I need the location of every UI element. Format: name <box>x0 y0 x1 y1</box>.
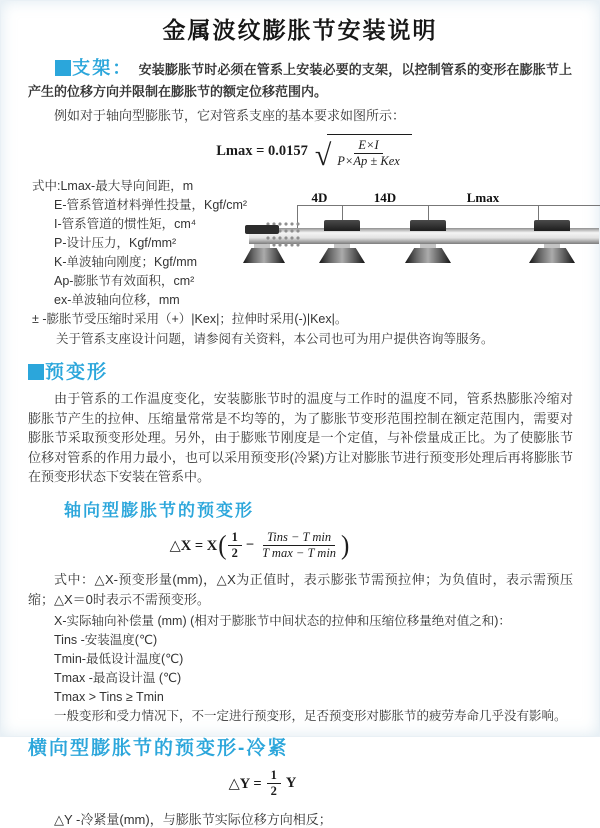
guide-support <box>324 220 360 231</box>
list-item: Tins -安装温度(℃) <box>54 632 158 647</box>
section-marker-icon <box>28 364 44 380</box>
support-section-heading: 支架： <box>72 58 133 78</box>
support-note: 关于管系支座设计问题，请参阅有关资料，本公司也可为用户提供咨询等服务。 <box>56 332 494 346</box>
guide-base <box>319 248 365 263</box>
lmax-formula-lhs: Lmax = 0.0157 <box>216 142 308 159</box>
list-item: Tmax > Tins ≥ Tmin <box>54 689 164 704</box>
definition-item: I-管系管道的惯性矩，cm⁴ <box>54 217 197 231</box>
axial-variable-list <box>54 612 572 726</box>
support-section-intro <box>28 57 572 103</box>
lmax-formula-numerator: E×I <box>354 138 382 154</box>
dimension-label-lmax: Lmax <box>466 190 500 205</box>
lateral-formula-lhs: △Y = <box>228 775 262 792</box>
support-diagram <box>245 192 600 276</box>
lateral-note: △Y -冷紧量(mm)，与膨胀节实际位移方向相反； <box>54 811 332 827</box>
lateral-formula-rhs: Y <box>285 775 297 791</box>
list-item: Tmin-最低设计温度(℃) <box>54 651 184 666</box>
list-item: 一般变形和受力情况下，不一定进行预变形，足否预变形对膨胀节的疲劳寿命几乎没有影响。 <box>54 708 567 723</box>
axial-formula-numerator: Tins − T min <box>263 530 335 546</box>
lateral-subheading: 横向型膨胀节的预变形-冷紧 <box>28 737 289 759</box>
dimension-label-14d: 14D <box>373 190 397 205</box>
definition-item: K-单波轴向刚度；Kgf/mm <box>54 255 198 269</box>
predeform-section-heading: 预变形 <box>28 357 600 384</box>
page-title: 金属波纹膨胀节安装说明 <box>162 17 438 43</box>
guide-base <box>405 248 451 263</box>
guide-base <box>529 248 575 263</box>
list-item: Tmax -最高设计温 (℃) <box>54 670 182 685</box>
list-item: X-实际轴向补偿量 (mm) (相对于膨胀节中间状态的拉伸和压缩位移量绝对值之和)： <box>54 613 511 628</box>
lmax-formula <box>0 131 600 171</box>
guide-support <box>410 220 446 231</box>
axial-formula-lhs: △X = X <box>169 537 218 554</box>
predeform-body: 由于管系的工作温度变化，安装膨胀节时的温度与工作时的温度不同，管系热膨胀冷缩对膨胀节产生的拉伸、压缩量常常是不均等的，为了膨胀节变形范围控制在额定范围内，需要对膨胀节采取预变形处理。另外，由于膨账节刚度是一个定值，与补偿量成正比。为了使膨胀节位移对管系的作用力最小，也可以采用预变形(冷紧)方让对膨胀节进行预变形处理后再将膨胀节在预变形状态下安装在管系中。 <box>28 391 573 484</box>
definition-item: Ap-膨胀节有效面积，cm² <box>54 274 195 288</box>
axial-explain: 式中：△X-预变形量(mm)，△X为正值时，表示膨张节需预拉伸；为负值时，表示需预压缩；△X＝0时表示不需预变形。 <box>28 571 573 607</box>
definition-item: ± -膨胀节受压缩时采用（+）|Kex|；拉伸时采用(-)|Kex|。 <box>32 312 348 326</box>
anchor-support <box>245 225 279 234</box>
definition-item: P-设计压力，Kgf/mm² <box>54 236 177 250</box>
axial-subheading: 轴向型膨胀节的预变形 <box>64 500 254 520</box>
definition-item: E-管系管道材料弹性投量，Kgf/cm² <box>54 198 248 212</box>
support-example-line: 例如对于轴向型膨胀节，它对管系支座的基本要求如图所示： <box>54 108 406 123</box>
lateral-formula: △Y = $\frac{1}{2}$ Y <box>228 768 297 798</box>
definition-item: 式中:Lmax-最大导向间距，m <box>32 179 194 193</box>
lmax-formula-denominator: P×Ap ± Kex <box>337 153 400 168</box>
axial-formula-denominator: T max − T min <box>262 546 337 560</box>
sqrt-radical: √ $\frac{E\times I}{\text{P×Ap ± Kex}}$ <box>315 134 412 169</box>
dimension-label-4d: 4D <box>311 190 328 205</box>
section-marker-icon <box>55 60 71 76</box>
axial-formula: △X = X ( $\frac{1}{2}$ − $\frac{\text{Tins − T min}}{\text{T max − T min}}$ ) <box>169 530 350 561</box>
definition-item: ex-单波轴向位移，mm <box>54 293 180 307</box>
anchor-base <box>243 248 285 263</box>
guide-support <box>534 220 570 231</box>
support-intro-text: 安装膨胀节时必须在管系上安装必要的支架，以控制管系的变形在膨胀节上产生的位移方向并限制在膨胀节的额定位移范围内。 <box>28 62 572 99</box>
